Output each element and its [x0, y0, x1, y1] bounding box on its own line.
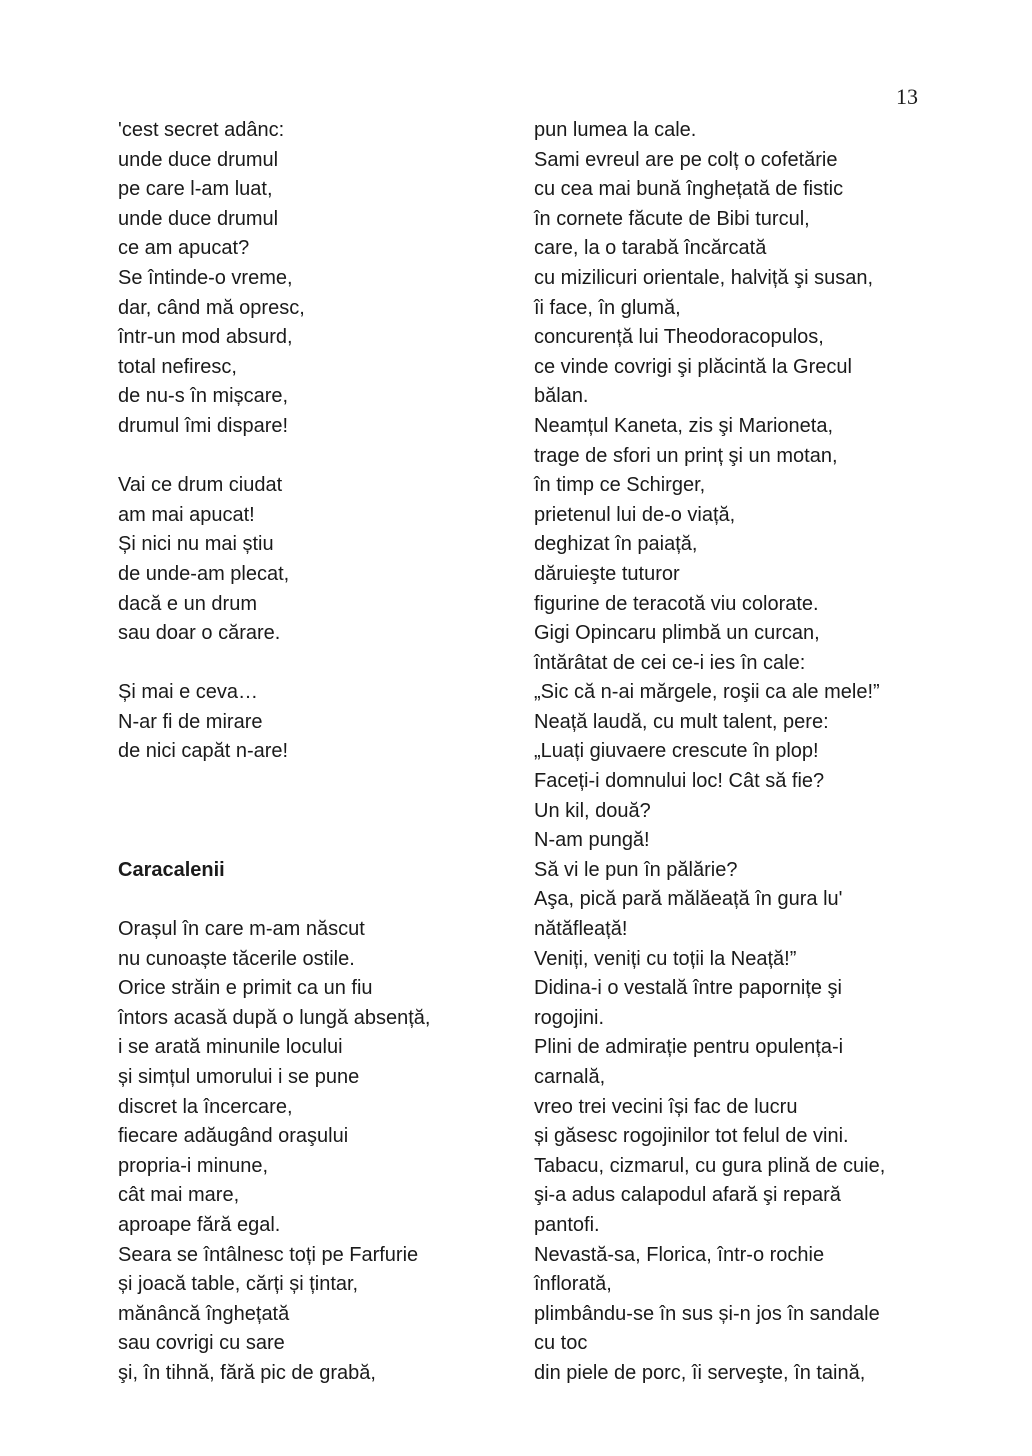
verse-line: dar, când mă opresc,	[118, 296, 305, 319]
verse-line: concurență lui Theodoracopulos,	[534, 326, 824, 349]
verse-line: Tabacu, cizmarul, cu gura plină de cuie,	[534, 1154, 886, 1177]
verse-line: Sami evreul are pe colț o cofetărie	[534, 148, 838, 171]
verse-line: aproape fără egal.	[118, 1213, 281, 1236]
verse-line: Gigi Opincaru plimbă un curcan,	[534, 622, 820, 645]
verse-line: ce am apucat?	[118, 237, 250, 260]
verse-line: din piele de porc, îi serveşte, în taină,	[534, 1361, 866, 1384]
verse-line: unde duce drumul	[118, 148, 279, 171]
verse-line: și găsesc rogojinilor tot felul de vini.	[534, 1125, 849, 1148]
verse-line: Plini de admirație pentru opulența-i	[534, 1036, 844, 1059]
verse-line: rogojini.	[534, 1006, 605, 1029]
verse-line: Se întinde-o vreme,	[118, 266, 293, 289]
verse-line: am mai apucat!	[118, 503, 255, 526]
verse-line: nu cunoaște tăcerile ostile.	[118, 947, 355, 970]
verse-line: şi, în tihnă, fără pic de grabă,	[118, 1361, 376, 1384]
verse-line: pantofi.	[534, 1213, 600, 1236]
verse-line: de unde-am plecat,	[118, 562, 290, 585]
verse-line: cu cea mai bună înghețată de fistic	[534, 178, 844, 201]
verse-line: sau doar o cărare.	[118, 622, 281, 645]
verse-line: Veniți, veniți cu toții la Neață!”	[534, 947, 797, 970]
verse-line: cu mizilicuri orientale, halviță şi susan,	[534, 266, 874, 289]
verse-line: 'cest secret adânc:	[118, 119, 285, 141]
verse-line: nătăfleață!	[534, 918, 628, 941]
verse-line: Didina-i o vestală între papornițe şi	[534, 977, 842, 1000]
verse-line: de nici capăt n-are!	[118, 740, 289, 763]
section-gap	[118, 797, 498, 827]
verse-line: și simțul umorului i se pune	[118, 1066, 360, 1088]
page-number: 13	[896, 84, 918, 109]
verse-line: N-ar fi de mirare	[118, 710, 263, 733]
verse-line: Faceți-i domnului loc! Cât să fie?	[534, 770, 825, 793]
stanza-2	[118, 471, 498, 649]
verse-line: de nu-s în mișcare,	[118, 385, 289, 408]
verse-line: Seara se întâlnesc toți pe Farfurie	[118, 1243, 419, 1266]
verse-line: carnală,	[534, 1066, 606, 1088]
verse-line: „Luați giuvaere crescute în plop!	[534, 740, 819, 763]
verse-line: ce vinde covrigi şi plăcintă la Grecul	[534, 355, 852, 378]
verse-line: Vai ce drum ciudat	[118, 474, 283, 497]
verse-line: pun lumea la cale.	[534, 119, 697, 141]
verse-line: bălan.	[534, 385, 589, 408]
verse-line: Neamțul Kaneta, zis şi Marioneta,	[534, 414, 834, 437]
verse-line: „Sic că n-ai mărgele, roşii ca ale mele!”	[534, 681, 880, 704]
verse-line: drumul îmi dispare!	[118, 414, 289, 437]
verse-line: discret la încercare,	[118, 1095, 293, 1118]
verse-line: Și mai e ceva…	[118, 681, 259, 704]
section-gap	[118, 767, 498, 797]
left-column	[118, 116, 498, 1389]
verse-line: unde duce drumul	[118, 207, 279, 230]
verse-line: mănâncă înghețată	[118, 1302, 290, 1325]
poem-title: Caracalenii	[118, 858, 225, 881]
verse-line: îi face, în glumă,	[534, 296, 681, 319]
verse-line: trage de sfori un prinț şi un motan,	[534, 444, 838, 467]
verse-line: figurine de teracotă viu colorate.	[534, 592, 819, 615]
verse-line: i se arată minunile locului	[118, 1036, 343, 1059]
verse-line: dăruieşte tuturor	[534, 562, 680, 585]
verse-line: Aşa, pică pară mălăeață în gura lu'	[534, 888, 843, 911]
verse-line: Un kil, două?	[534, 799, 651, 822]
verse-line: vreo trei vecini își fac de lucru	[534, 1095, 798, 1118]
verse-line: Orașul în care m-am născut	[118, 918, 365, 941]
verse-line: care, la o tarabă încărcată	[534, 237, 767, 260]
verse-line: şi-a adus calapodul afară şi repară	[534, 1184, 841, 1207]
verse-line: Nevastă-sa, Florica, într-o rochie	[534, 1243, 825, 1266]
verse-line: sau covrigi cu sare	[118, 1332, 285, 1355]
verse-line: și joacă table, cărți și țintar,	[118, 1273, 359, 1296]
verse-line: dacă e un drum	[118, 592, 257, 615]
stanza-3	[118, 678, 498, 767]
verse-line: în cornete făcute de Bibi turcul,	[534, 207, 810, 230]
verse-line: Neață laudă, cu mult talent, pere:	[534, 710, 829, 733]
verse-line: prietenul lui de-o viață,	[534, 503, 736, 526]
verse-line: fiecare adăugând oraşului	[118, 1125, 349, 1148]
verse-line: N-am pungă!	[534, 829, 650, 852]
stanza-gap	[118, 442, 498, 472]
stanza-gap	[118, 649, 498, 679]
verse-line: Să vi le pun în pălărie?	[534, 858, 738, 881]
verse-line: întărâtat de cei ce-i ies în cale:	[534, 651, 806, 674]
poem-continuation	[534, 116, 924, 1389]
stanza-1	[118, 116, 498, 442]
verse-line: deghizat în paiață,	[534, 533, 698, 556]
verse-line: înflorată,	[534, 1273, 612, 1296]
verse-line: în timp ce Schirger,	[534, 474, 706, 497]
verse-line: întors acasă după o lungă absență,	[118, 1006, 431, 1029]
verse-line: într-un mod absurd,	[118, 326, 293, 349]
verse-line: cât mai mare,	[118, 1184, 240, 1207]
verse-line: propria-i minune,	[118, 1154, 269, 1177]
verse-line: Și nici nu mai știu	[118, 533, 274, 556]
poem-body	[118, 915, 498, 1389]
right-column	[534, 116, 924, 1389]
verse-line: pe care l-am luat,	[118, 178, 273, 201]
verse-line: Orice străin e primit ca un fiu	[118, 977, 373, 1000]
verse-line: total nefiresc,	[118, 355, 237, 378]
section-gap	[118, 826, 498, 856]
verse-line: cu toc	[534, 1332, 588, 1355]
verse-line: plimbându-se în sus și-n jos în sandale	[534, 1302, 880, 1325]
stanza-gap	[118, 885, 498, 915]
